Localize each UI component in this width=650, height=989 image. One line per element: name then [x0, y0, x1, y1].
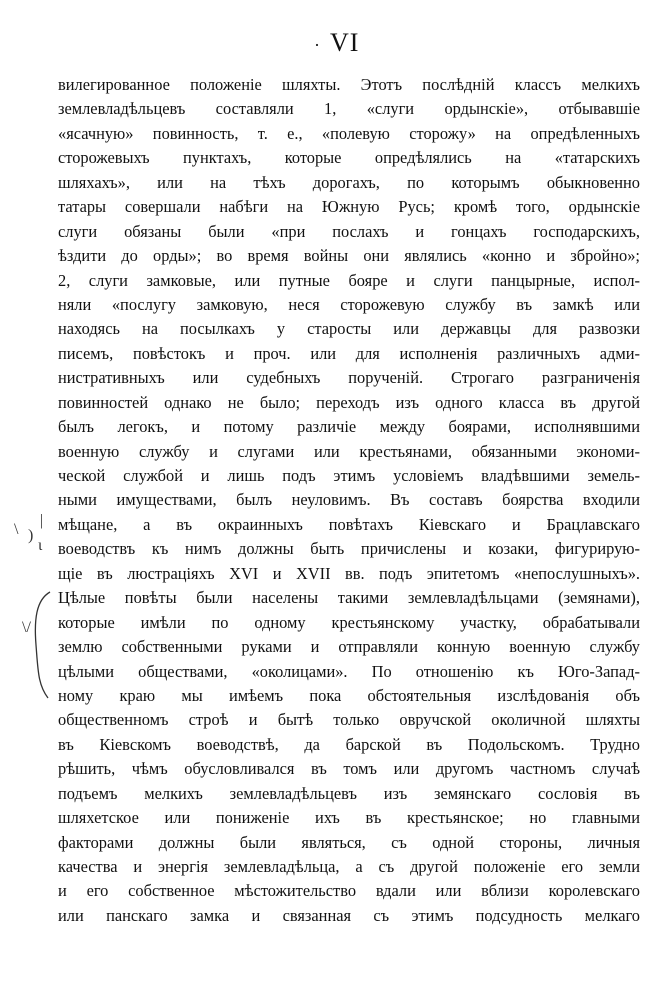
text-line: и его собственное мѣстожительство вдали или вблизи королевскаго — [58, 881, 640, 901]
text-line: Цѣлые повѣты были населены такими землевладѣльцами (земянами), — [58, 588, 640, 608]
text-line: повинностей однако не было; переходъ изъ одного класса въ другой — [58, 392, 640, 412]
text-line: слуги обязаны были «при послахъ и гонцахъ господарскихъ, — [58, 221, 640, 241]
text-line: рѣшить, чѣмъ обусловливался въ томъ или другомъ частномъ случаѣ — [58, 759, 640, 779]
text-line: цѣлыми обществами, «околицами». По отношенію къ Юго-Запад- — [58, 661, 640, 681]
text-line: шляхахъ», или на тѣхъ дорогахъ, по которымъ обыкновенно — [58, 172, 640, 192]
margin-bracket-icon — [24, 590, 54, 700]
text-line: общественномъ строѣ и бытѣ только овручской околичной шляхты — [58, 710, 640, 730]
text-line: ному краю мы имѣемъ пока обстоятельныя изслѣдованія объ — [58, 685, 640, 705]
text-line: няли «послугу замковую, неся сторожевую службу въ замкѣ или — [58, 294, 640, 314]
body-text — [58, 73, 640, 928]
text-line: землевладѣльцевъ составляли 1, «слуги ордынскіе», отбывавшіе — [58, 99, 640, 119]
margin-scribble: \ — [14, 521, 19, 538]
text-line: качества и энергія землевладѣльца, а съ другой положеніе его земли — [58, 857, 640, 876]
margin-check-mark: \/ — [22, 619, 31, 636]
text-line: мѣщане, а въ окраинныхъ повѣтахъ Кіевскаго и Брацлавскаго — [58, 514, 640, 534]
text-line: былъ легокъ, и потому различіе между боярами, исполнявшими — [58, 417, 640, 437]
text-line: татары совершали набѣги на Южную Русь; кромѣ того, ордынскіе — [58, 197, 640, 217]
marginalia — [0, 0, 58, 989]
text-line: сторожевыхъ пунктахъ, которые опредѣлялись на «татарскихъ — [58, 148, 640, 168]
text-line: находясь на посылкахъ у старосты или державцы для развозки — [58, 319, 640, 339]
text-line: ѣздити до орды»; во время войны они являлись «конно и збройно»; — [58, 246, 640, 266]
text-line: щіе въ люстраціяхъ XVI и XVII вв. подъ эпитетомъ «непослушныхъ». — [58, 563, 640, 583]
text-line: нистративныхъ или судебныхъ порученій. Строгаго разграниченія — [58, 368, 640, 388]
text-line: ными имуществами, былъ неуловимъ. Въ составъ боярства входили — [58, 490, 640, 510]
margin-scribble: ) — [28, 527, 34, 544]
text-line: военную службу и слугами или крестьянами, обязанными экономи- — [58, 441, 640, 461]
margin-mark: | — [40, 512, 44, 529]
text-line: или панскаго замка и связанная съ этимъ подсудность мелкаго — [58, 905, 640, 925]
text-line: 2, слуги замковые, или путные бояре и слуги панцырные, испол- — [58, 270, 640, 290]
text-line: ческой службой и лишь подъ этимъ условіемъ владѣвшими земель- — [58, 466, 640, 485]
text-line: вилегированное положеніе шляхты. Этотъ послѣдній классъ мелкихъ — [58, 75, 640, 94]
page-number: VI — [330, 28, 360, 57]
margin-scribble: ι — [38, 537, 43, 554]
text-line: воеводствъ къ нимъ должны быть причислены и козаки, фигурирую- — [58, 539, 640, 559]
header-dot: · — [314, 35, 320, 55]
text-line: «ясачную» повинность, т. е., «полевую сторожу» на опредѣленныхъ — [58, 123, 640, 143]
text-line: въ Кіевскомъ воеводствѣ, да барской въ Подольскомъ. Трудно — [58, 734, 640, 754]
text-line: писемъ, повѣстокъ и проч. или для исполненія различныхъ адми- — [58, 343, 640, 363]
text-line: подъемъ мелкихъ землевладѣльцевъ изъ земянскаго сословія въ — [58, 783, 640, 803]
text-line: землю собственными руками и отправляли конную военную службу — [58, 637, 640, 657]
page-header — [0, 28, 650, 58]
text-line: факторами должны были являться, съ одной стороны, личныя — [58, 832, 640, 852]
text-line: шляхетское или пониженіе ихъ въ крестьянское; но главными — [58, 808, 640, 828]
text-line: которые имѣли по одному крестьянскому участку, обрабатывали — [58, 612, 640, 632]
